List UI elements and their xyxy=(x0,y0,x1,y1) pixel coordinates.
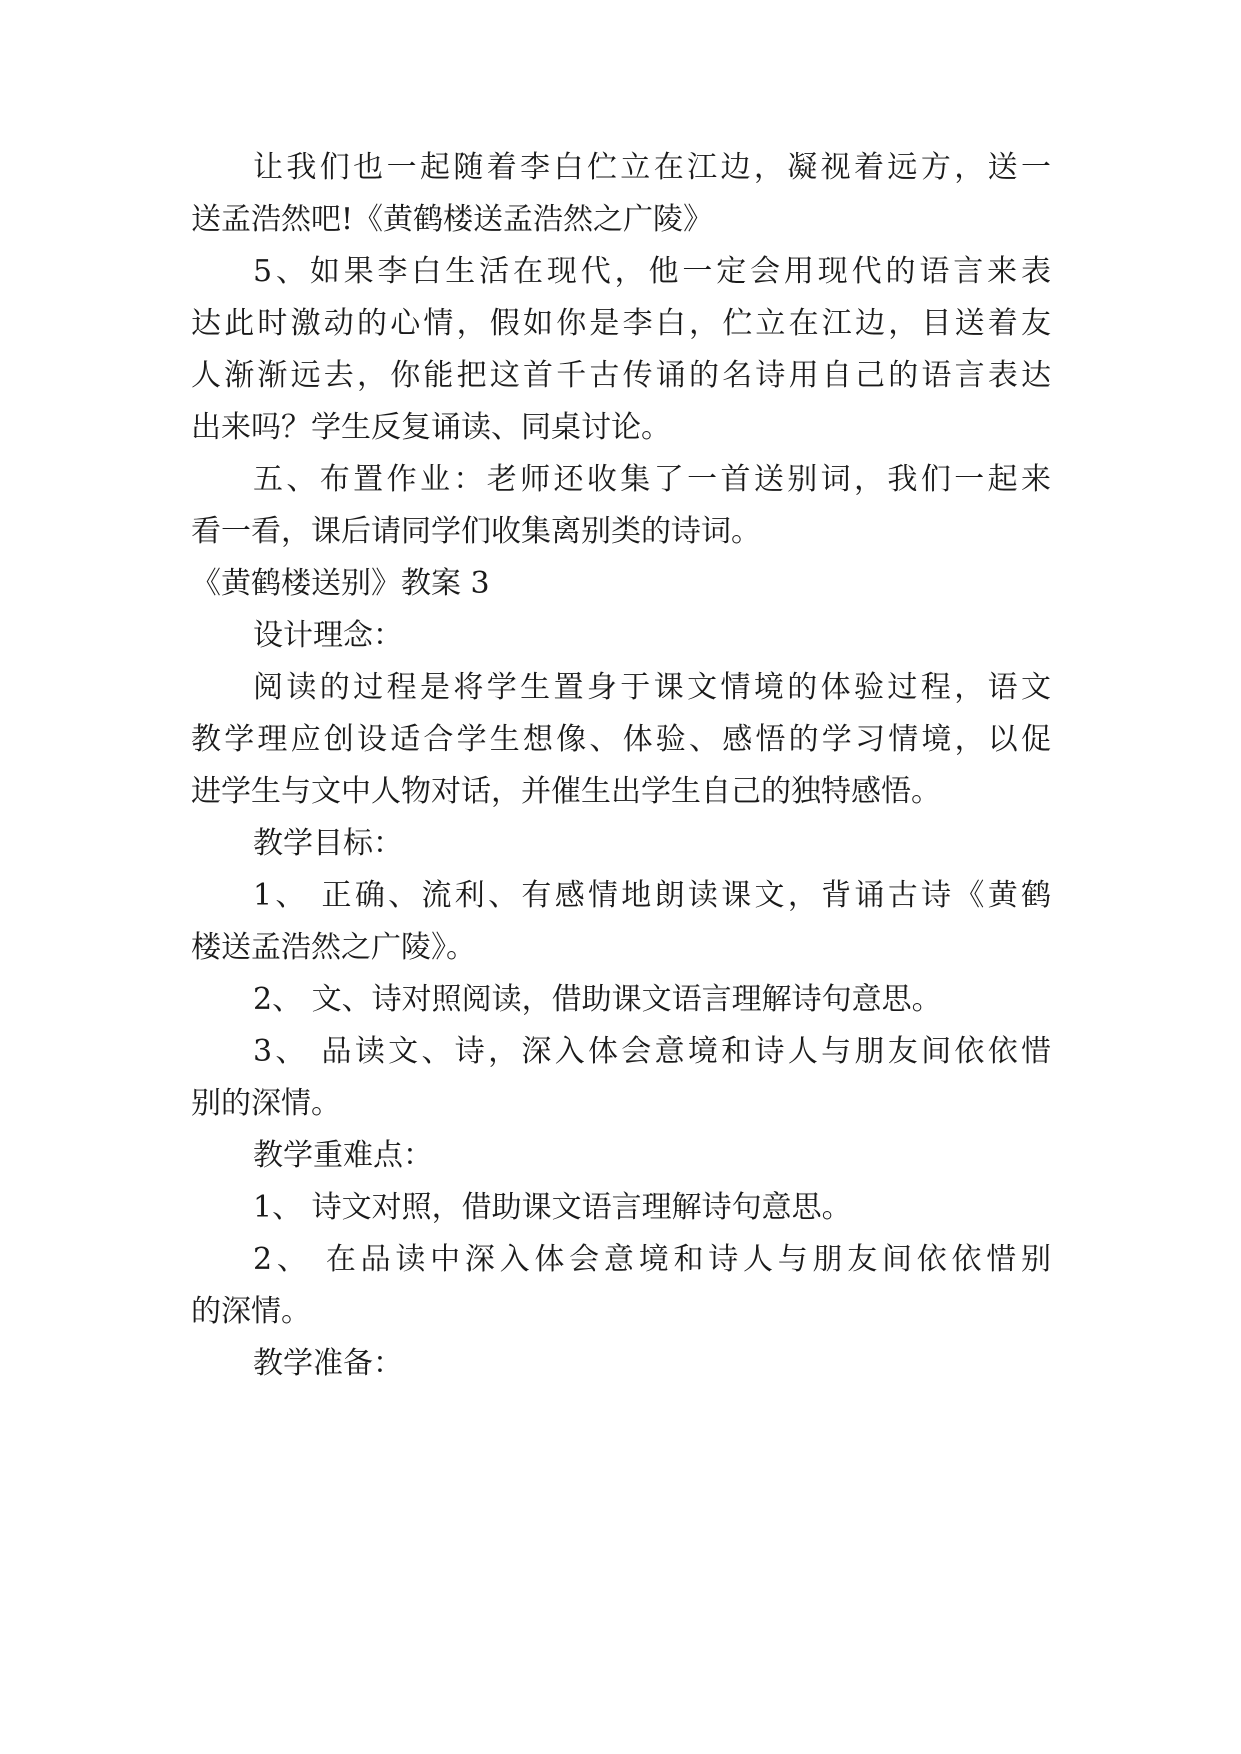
body-text-line: 让我们也一起随着李白伫立在江边，凝视着远方，送一 xyxy=(253,150,1051,185)
list-item-line: 2、 文、诗对照阅读，借助课文语言理解诗句意思。 xyxy=(253,982,942,1017)
list-item-line: 2、 在品读中深入体会意境和诗人与朋友间依依惜别 xyxy=(253,1242,1051,1277)
subheading: 设计理念： xyxy=(253,618,403,653)
list-item-line: 1、 诗文对照，借助课文语言理解诗句意思。 xyxy=(253,1190,852,1225)
body-text-line: 阅读的过程是将学生置身于课文情境的体验过程，语文 xyxy=(253,670,1051,705)
subheading: 教学目标： xyxy=(253,826,403,861)
body-text-line: 看一看，课后请同学们收集离别类的诗词。 xyxy=(191,514,761,549)
body-text-line: 5、如果李白生活在现代，他一定会用现代的语言来表 xyxy=(253,254,1051,289)
list-item-line: 别的深情。 xyxy=(191,1086,341,1121)
body-text-line: 出来吗？学生反复诵读、同桌讨论。 xyxy=(191,410,671,445)
body-text-line: 达此时激动的心情，假如你是李白，伫立在江边，目送着友 xyxy=(191,306,1051,341)
section-heading: 《黄鹤楼送别》教案 3 xyxy=(191,566,490,601)
subheading: 教学准备： xyxy=(253,1346,403,1381)
list-item-line: 3、 品读文、诗，深入体会意境和诗人与朋友间依依惜 xyxy=(253,1034,1051,1069)
body-text-line: 进学生与文中人物对话，并催生出学生自己的独特感悟。 xyxy=(191,774,941,809)
list-item-line: 1、 正确、流利、有感情地朗读课文，背诵古诗《黄鹤 xyxy=(253,878,1051,913)
body-text-line: 教学理应创设适合学生想像、体验、感悟的学习情境，以促 xyxy=(191,722,1051,757)
list-item-line: 的深情。 xyxy=(191,1294,311,1329)
body-text-line: 人渐渐远去，你能把这首千古传诵的名诗用自己的语言表达 xyxy=(191,358,1051,393)
body-text-line: 送孟浩然吧!《黄鹤楼送孟浩然之广陵》 xyxy=(191,202,714,237)
body-text-line: 五、布置作业：老师还收集了一首送别词，我们一起来 xyxy=(253,462,1051,497)
list-item-line: 楼送孟浩然之广陵》。 xyxy=(191,930,476,965)
subheading: 教学重难点： xyxy=(253,1138,433,1173)
